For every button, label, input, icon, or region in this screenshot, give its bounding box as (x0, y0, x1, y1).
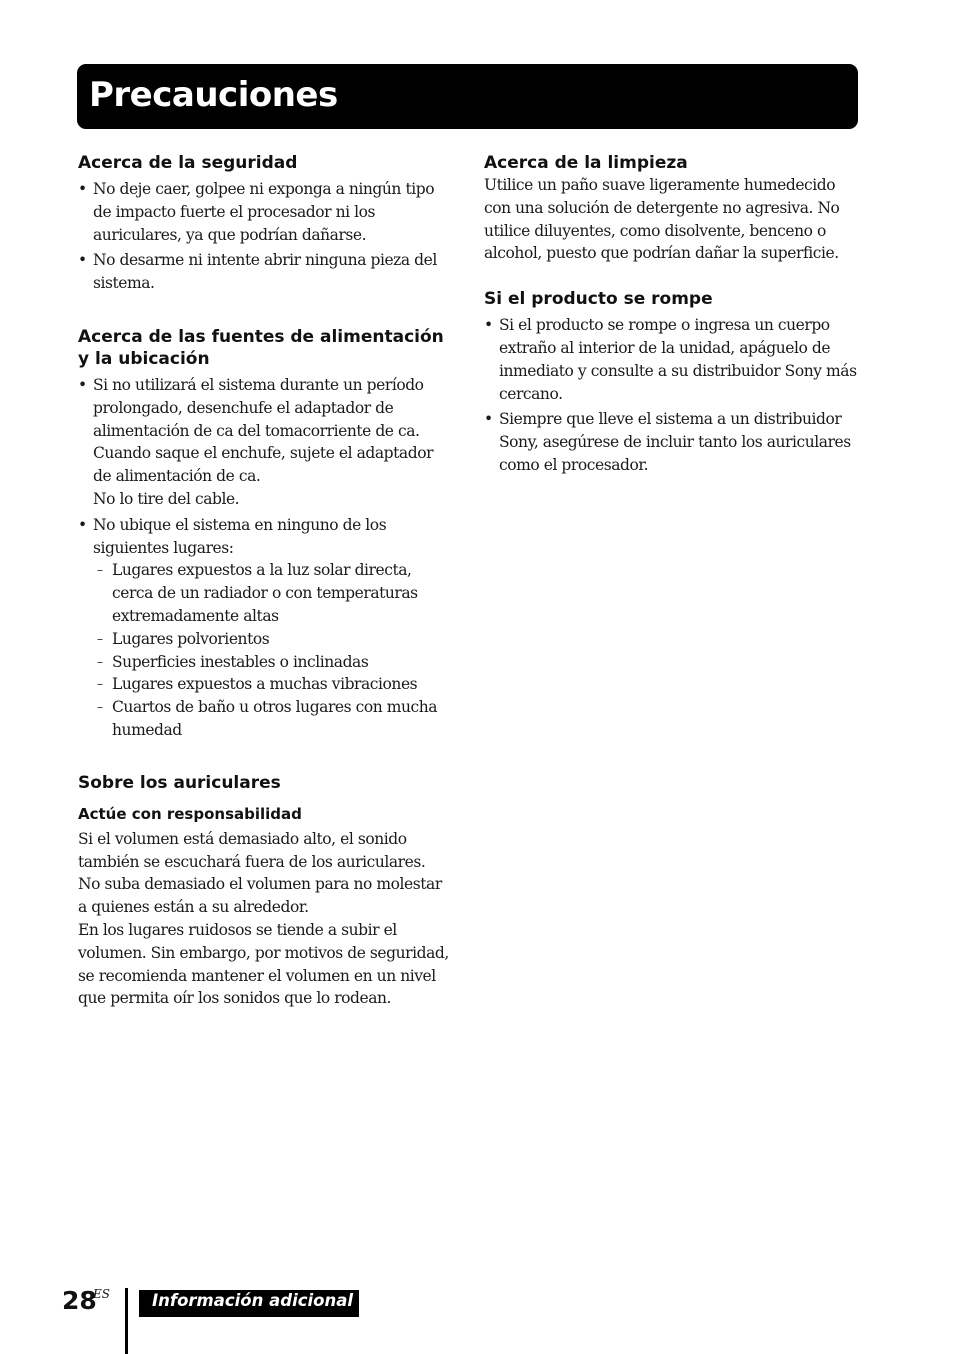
section-heading-producto-rompe: Si el producto se rompe (484, 289, 713, 310)
paragraph-limpieza: Utilice un paño suave ligeramente humedecido con una solución de detergente no agresiva. No utilice diluyentes, como disolvente, benceno o alcohol, puesto que podrían dañar la superficie. (484, 176, 840, 263)
bullet-mark: • (78, 251, 87, 270)
list-item-text: Si el producto se rompe o ingresa un cuerpo extraño al interior de la unidad, apáguelo de inmediato y consulte a su distribuidor Sony más cercano. (499, 316, 857, 403)
list-item-text: No deje caer, golpee ni exponga a ningún tipo de impacto fuerte el procesador ni los auriculares, ya que podrían dañarse. (93, 180, 435, 244)
paragraph-volumen: Si el volumen está demasiado alto, el sonido también se escuchará fuera de los auriculares. No suba demasiado el volumen para no molestar a quienes están a su alrededor. (78, 829, 442, 917)
list-item-text: No ubique el sistema en ninguno de los siguientes lugares: (93, 515, 387, 557)
sublist-item-text: Cuartos de baño u otros lugares con mucha humedad (112, 698, 438, 739)
list-item-text: Siempre que lleve el sistema a un distribuidor Sony, asegúrese de incluir tanto los auriculares como el procesador. (499, 410, 851, 474)
page-title: Precauciones (89, 75, 338, 115)
bullet-mark: • (78, 180, 87, 198)
bullet-mark: • (78, 375, 87, 394)
footer-divider (125, 1288, 128, 1354)
dash-mark: – (97, 631, 103, 646)
list-item (484, 314, 858, 405)
list-item (78, 249, 450, 295)
section-heading-limpieza: Acerca de la limpieza (484, 153, 688, 173)
dash-mark: – (97, 563, 103, 578)
sublist-item (93, 628, 450, 651)
left-column (78, 152, 450, 1010)
list-item (78, 514, 450, 742)
sublist-item (93, 673, 450, 696)
sublist-item (93, 651, 450, 674)
page-number: 28 (62, 1286, 97, 1315)
section-heading-alimentacion: Acerca de las fuentes de alimentación y la ubicación (78, 326, 444, 369)
section-tag: Información adicional (139, 1290, 359, 1317)
sublist-item-text: Lugares expuestos a la luz solar directa, cerca de un radiador o con temperaturas extremadamente altas (112, 561, 418, 625)
right-column (484, 152, 858, 480)
list-item (484, 408, 858, 476)
list-item-text: Cuando saque el enchufe, sujete el adaptador de alimentación de ca. (93, 444, 434, 486)
list-item-text: No desarme ni intente abrir ninguna pieza del sistema. (93, 251, 437, 293)
alimentacion-list (78, 374, 450, 742)
sublist-item-text: Lugares polvorientos (112, 629, 270, 648)
section-heading-seguridad: Acerca de la seguridad (78, 153, 298, 173)
sublist-item-text: Superficies inestables o inclinadas (112, 652, 369, 671)
dash-mark: – (97, 700, 103, 715)
paragraph-ruido: En los lugares ruidosos se tiende a subir el volumen. Sin embargo, por motivos de seguridad, se recomienda mantener el volumen en un nivel que permita oír los sonidos que lo rodean. (78, 920, 449, 1008)
seguridad-list (78, 178, 450, 295)
sublist-item-text: Lugares expuestos a muchas vibraciones (112, 675, 418, 694)
dash-mark: – (97, 654, 103, 669)
section-heading-auriculares: Sobre los auriculares (78, 772, 281, 793)
dash-mark: – (97, 677, 103, 692)
bullet-mark: • (78, 515, 87, 534)
producto-rompe-list (484, 314, 858, 477)
bullet-mark: • (484, 316, 493, 335)
page-title-banner (77, 64, 858, 129)
list-item (78, 374, 450, 511)
bullet-mark: • (484, 410, 493, 429)
places-sublist (93, 559, 450, 741)
sublist-item (93, 696, 450, 742)
list-item-text: No lo tire del cable. (93, 489, 240, 508)
language-code: ES (93, 1287, 110, 1301)
list-item-text: Si no utilizará el sistema durante un período prolongado, desenchufe el adaptador de alimentación de ca del tomacorriente de ca. (93, 375, 424, 440)
sublist-item (93, 559, 450, 627)
list-item (78, 178, 450, 246)
subsection-heading-responsabilidad: Actúe con responsabilidad (78, 804, 302, 823)
